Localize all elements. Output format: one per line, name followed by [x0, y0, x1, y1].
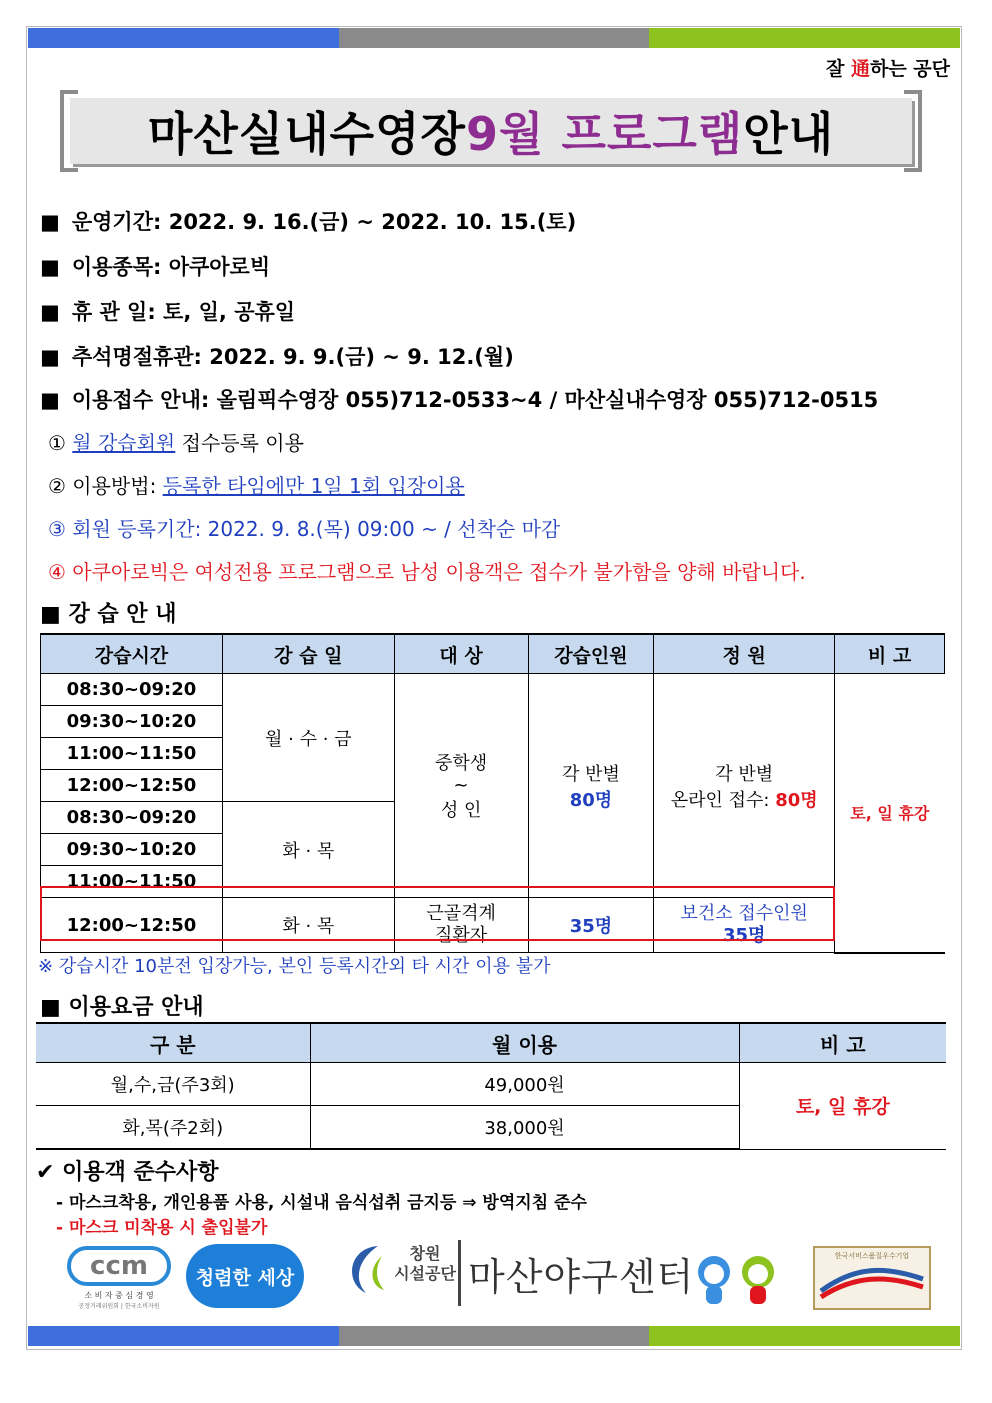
fee-price: 38,000원 [310, 1106, 739, 1150]
info-holiday: ■ 추석명절휴관: 2022. 9. 9.(금) ~ 9. 12.(월) [40, 345, 514, 369]
mascot-icon [688, 1250, 788, 1310]
target-cell: 중학생 ~ 성 인 [394, 674, 528, 898]
corp-logo: 창원 시설공단 [394, 1244, 456, 1283]
rule-1: - 마스크착용, 개인용품 사용, 시설내 음식섭취 금지등 ⇒ 방역지침 준수 [56, 1193, 587, 1213]
page-title: 마산실내수영장 9월 프로그램 안내 [70, 98, 912, 164]
check-icon: ✔ [36, 1160, 55, 1185]
note-3: ③ 회원 등록기간: 2022. 9. 8.(목) 09:00 ~ / 선착순 마감 [48, 517, 561, 541]
note-1: ① 월 강습회원 접수등록 이용 [48, 431, 304, 455]
fee-col-remark: 비 고 [739, 1023, 946, 1063]
corp-emblem [338, 1238, 388, 1318]
time-cell: 12:00~12:50 [41, 770, 223, 802]
rules-heading: ✔ 이용객 준수사항 [36, 1160, 219, 1185]
quota-cell: 각 반별 온라인 접수: 80명 [654, 674, 835, 898]
fee-col-type: 구 분 [36, 1023, 310, 1063]
time-cell: 08:30~09:20 [41, 674, 223, 706]
slogan: 잘 通하는 공단 [825, 58, 950, 80]
clean-logo: 청렴한 세상 [186, 1244, 304, 1308]
fee-col-price: 월 이용 [310, 1023, 739, 1063]
quota-special: 보건소 접수인원 35명 [654, 898, 835, 953]
days-special: 화 · 목 [222, 898, 394, 953]
note-4: ④ 아쿠아로빅은 여성전용 프로그램으로 남성 이용객은 접수가 불가함을 양해 바랍니다. [48, 560, 806, 584]
quality-badge: 한국서비스품질우수기업 [813, 1246, 931, 1310]
info-program: ■ 이용종목: 아쿠아로빅 [40, 255, 271, 279]
time-cell: 09:30~10:20 [41, 706, 223, 738]
col-remark: 비 고 [835, 634, 945, 674]
info-contact: ■ 이용접수 안내: 올림픽수영장 055)712-0533~4 / 마산실내수영장 055)712-0515 [40, 388, 879, 412]
fee-price: 49,000원 [310, 1063, 739, 1106]
info-closed: ■ 휴 관 일: 토, 일, 공휴일 [40, 300, 296, 324]
target-special: 근골격계 질환자 [394, 898, 528, 953]
info-period: ■ 운영기간: 2022. 9. 16.(금) ~ 2022. 10. 15.(토) [40, 210, 577, 234]
col-quota: 정 원 [654, 634, 835, 674]
col-target: 대 상 [394, 634, 528, 674]
col-time: 강습시간 [41, 634, 223, 674]
center-logo: 마산야구센터 [468, 1255, 695, 1299]
fee-remark: 토, 일 휴강 [739, 1063, 946, 1150]
special-row-highlight [40, 886, 835, 941]
remark-cell: 토, 일 휴강 [835, 674, 945, 953]
schedule-note: ※ 강습시간 10분전 입장가능, 본인 등록시간외 타 시간 이용 불가 [38, 956, 551, 977]
time-cell: 11:00~11:50 [41, 738, 223, 770]
fee-type: 화,목(주2회) [36, 1106, 310, 1150]
fee-type: 월,수,금(주3회) [36, 1063, 310, 1106]
ccm-logo: ccm 소 비 자 중 심 경 영 공정거래위원회 | 한국소비자원 [64, 1246, 174, 1316]
time-cell: 08:30~09:20 [41, 802, 223, 834]
title-box [60, 90, 922, 172]
top-color-bar [28, 28, 960, 48]
col-days: 강 습 일 [222, 634, 394, 674]
days-tt: 화 · 목 [222, 802, 394, 898]
count-special: 35명 [528, 898, 654, 953]
time-cell: 11:00~11:50 [41, 866, 223, 898]
note-2: ② 이용방법: 등록한 타임에만 1일 1회 입장이용 [48, 474, 465, 498]
time-cell-special: 12:00~12:50 [41, 898, 223, 953]
time-cell: 09:30~10:20 [41, 834, 223, 866]
schedule-heading: ■ 강 습 안 내 [40, 602, 177, 627]
fee-heading: ■ 이용요금 안내 [40, 995, 204, 1020]
rule-2: - 마스크 미착용 시 출입불가 [56, 1218, 268, 1238]
days-mwf: 월 · 수 · 금 [222, 674, 394, 802]
logo-strip [28, 1232, 960, 1320]
col-count: 강습인원 [528, 634, 654, 674]
count-cell: 각 반별 80명 [528, 674, 654, 898]
bottom-color-bar [28, 1326, 960, 1346]
fee-table [36, 1022, 946, 1150]
